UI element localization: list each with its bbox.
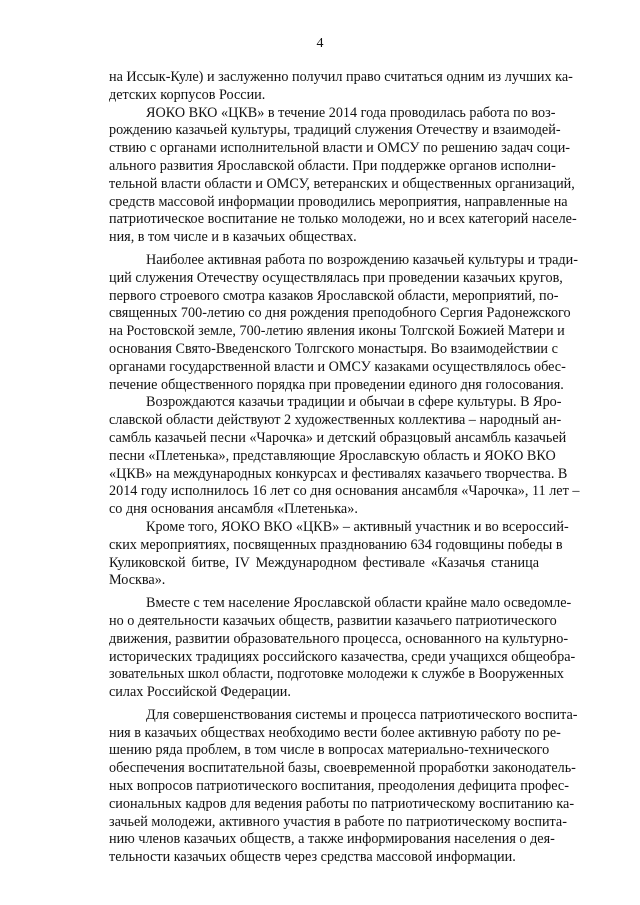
text-line: рождению казачьей культуры, традиций служения Отечеству и взаимодей- [109, 122, 561, 139]
text-line: движения, развитии образовательного процесса, основанного на культурно- [109, 630, 569, 647]
paragraph-7 [109, 706, 578, 867]
paragraph-5 [109, 518, 569, 590]
text-line: самбль казачьей песни «Чарочка» и детский образцовый ансамбль казачьей [109, 429, 567, 446]
text-line: ЯОКО ВКО «ЦКВ» в течение 2014 года проводилась работа по воз- [146, 104, 556, 121]
paragraph-3 [109, 251, 578, 394]
text-line: тельной власти области и ОМСУ, ветеранских и общественных организаций, [109, 175, 575, 192]
text-line: ских мероприятиях, посвященных празднованию 634 годовщины победы в [109, 536, 563, 553]
text-line: Для совершенствования системы и процесса патриотического воспита- [146, 706, 578, 723]
text-line: ального развития Ярославской области. При поддержке органов исполни- [109, 157, 556, 174]
text-line: шению ряда проблем, в том числе в вопросах материально-технического [109, 742, 550, 759]
text-line: органами государственной власти и ОМСУ казаками осуществлялось обес- [109, 358, 566, 375]
paragraph-2 [109, 104, 577, 247]
text-line: ствию с органами исполнительной власти и ОМСУ по решению задач соци- [109, 140, 571, 157]
text-line: на Ростовской земле, 700-летию явления иконы Толгской Божией Матери и [109, 323, 565, 340]
text-line: священных 700-летию со дня рождения преподобного Сергия Радонежского [109, 305, 571, 322]
text-line: Наиболее активная работа по возрождению казачьей культуры и тради- [146, 251, 578, 268]
text-line: нию членов казачьих обществ, а также информирования населения о дея- [109, 831, 555, 848]
text-line: ций служения Отечеству осуществлялась при проведении казачьих кругов, [109, 269, 563, 286]
text-line: славской области действуют 2 художественных коллектива – народный ан- [109, 412, 562, 429]
text-line: ния, в том числе и в казачьих обществах. [109, 229, 357, 246]
text-line: патриотическое воспитание не только молодежи, но и всех категорий населе- [109, 211, 577, 228]
text-line: печение общественного порядка при проведении единого дня голосования. [109, 376, 564, 393]
text-line: Вместе с тем население Ярославской области крайне мало осведомле- [146, 595, 572, 612]
text-line: зачьей молодежи, активного участия в работе по патриотическому воспита- [109, 813, 567, 830]
text-line: средств массовой информации проводились мероприятия, направленные на [109, 193, 568, 210]
page-number: 4 [316, 36, 324, 51]
text-line: 2014 году исполнилось 16 лет со дня основания ансамбля «Чарочка», 11 лет – [109, 483, 580, 500]
paragraph-1 [109, 69, 573, 105]
text-line: обеспечения воспитательной базы, своевременной проработки законодатель- [109, 760, 576, 777]
text-line: силах Российской Федерации. [109, 684, 291, 701]
text-line: основания Свято-Введенского Толгского монастыря. Во взаимодействии с [109, 340, 558, 357]
text-line: Москва». [109, 572, 166, 589]
text-line: ния в казачьих обществах необходимо вести более активную работу по ре- [109, 724, 561, 741]
text-line: но о деятельности казачьих обществ, развитии казачьего патриотического [109, 612, 557, 629]
text-line: «ЦКВ» на международных конкурсах и фестивалях казачьего творчества. В [109, 465, 568, 482]
text-line: исторических традициях российского казачества, среди учащихся общеобра- [109, 648, 576, 665]
text-line: на Иссык-Куле) и заслуженно получил право считаться одним из лучших ка- [109, 69, 573, 85]
text-line: зовательных школ области, подготовке молодежи к службе в Вооруженных [109, 666, 564, 683]
paragraph-4 [109, 394, 580, 519]
text-line: со дня основания ансамбля «Плетенька». [109, 501, 358, 518]
text-line: Возрождаются казачьи традиции и обычаи в сфере культуры. В Яро- [146, 394, 562, 411]
text-line: ных вопросов патриотического воспитания, преодоления дефицита профес- [109, 778, 569, 795]
text-line: тельности казачьих обществ через средства массовой информации. [109, 849, 516, 866]
text-line: детских корпусов России. [109, 86, 266, 103]
text-line: первого строевого смотра казаков Ярославской области, мероприятий, по- [109, 287, 559, 304]
text-line: сиональных кадров для ведения работы по патриотическому воспитанию ка- [109, 795, 575, 812]
document-body [109, 69, 580, 867]
text-line: Куликовской битве, IV Международном фестивале «Казачья станица [109, 554, 539, 571]
text-line: Кроме того, ЯОКО ВКО «ЦКВ» – активный участник и во всероссий- [146, 518, 569, 535]
text-line: песни «Плетенька», представляющие Ярославскую область и ЯОКО ВКО [109, 447, 556, 464]
paragraph-6 [109, 595, 576, 702]
